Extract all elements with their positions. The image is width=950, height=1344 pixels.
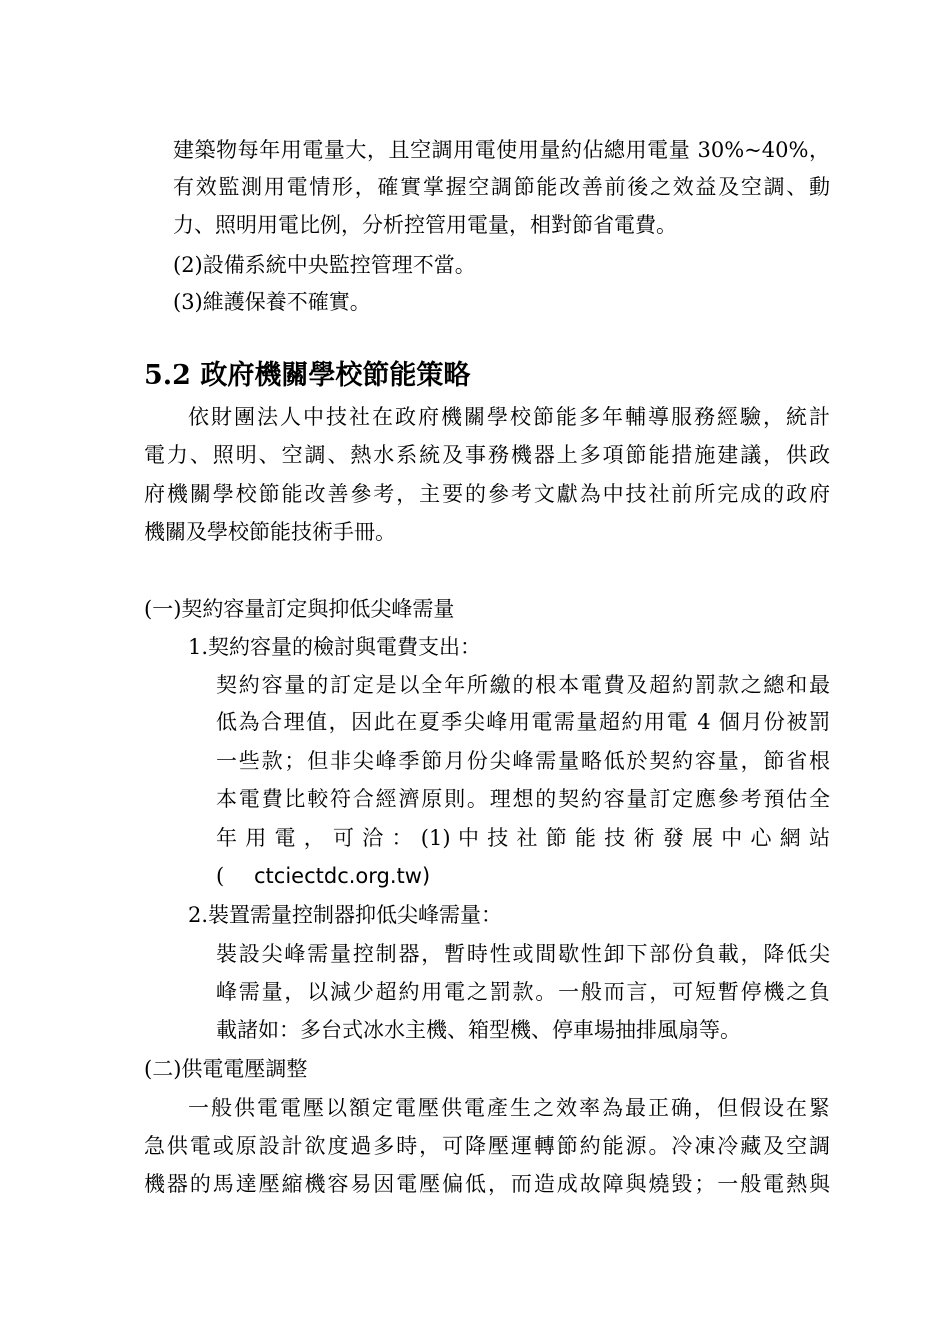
intro-line-2: 有效監測用電情形，確實掌握空調節能改善前後之效益及空調、動 [173,175,830,199]
part2-line-3: 機器的馬達壓縮機容易因電壓偏低，而造成故障與燒毀；一般電熱與 [144,1172,830,1196]
part1-sub2-line-2: 峰需量，以減少超約用電之罰款。一般而言，可短暫停機之負 [216,980,830,1004]
intro-item-3: (3)維護保養不確實。 [173,290,371,314]
part1-sub2-line-1: 裝設尖峰需量控制器，暫時性或間歇性卸下部份負載，降低尖 [216,942,830,966]
section-line-3: 府機關學校節能改善參考，主要的參考文獻為中技社前所完成的政府 [144,482,830,506]
part2-title: (二)供電電壓調整 [144,1057,308,1081]
intro-line-1: 建築物每年用電量大，且空調用電使用量約佔總用電量 30%~40%， [173,138,830,162]
intro-item-2: (2)設備系統中央監控管理不當。 [173,253,476,277]
part2-line-1: 一般供電電壓以額定電壓供電產生之效率為最正确，但假设在緊 [188,1096,830,1120]
section-heading: 5.2 政府機關學校節能策略 [144,360,471,391]
part1-sub1-title: 1.契約容量的檢討與電費支出： [188,635,482,659]
part1-sub1-line-5: 年 用 電 ， 可 洽 ： (1) 中 技 社 節 能 技 術 發 展 中 心 網 站 [216,826,830,850]
section-line-4: 機關及學校節能技術手冊。 [144,520,396,544]
part1-sub1-line-4: 本電費比較符合經濟原則。理想的契約容量訂定應參考預估全 [216,787,830,811]
part1-sub2-title: 2.裝置需量控制器抑低尖峰需量： [188,903,503,927]
part1-sub1-line-2: 低為合理值，因此在夏季尖峰用電需量超約用電 4 個月份被罰 [216,710,830,734]
part1-sub1-line-1: 契約容量的訂定是以全年所繳的根本電費及超約罰款之總和最 [216,673,830,697]
part2-line-2: 急供電或原設計欲度過多時，可降壓運轉節約能源。冷凍冷藏及空調 [144,1134,830,1158]
section-line-2: 電力、照明、空調、熱水系統及事務機器上多項節能措施建議，供政 [144,443,830,467]
part1-title: (一)契約容量訂定與抑低尖峰需量 [144,597,455,621]
intro-line-3: 力、照明用電比例，分析控管用電量，相對節省電費。 [173,213,677,237]
part1-sub1-line-3: 一些款；但非尖峰季節月份尖峰需量略低於契約容量，節省根 [216,749,830,773]
part1-sub1-url: ctciectdc.org.tw) [254,864,431,888]
part1-sub2-line-3: 載諸如：多台式冰水主機、箱型機、停車場抽排風扇等。 [216,1018,741,1042]
part1-sub1-url-open: ( [216,864,225,888]
section-line-1: 依財團法人中技社在政府機關學校節能多年輔導服務經驗，統計 [188,405,830,429]
